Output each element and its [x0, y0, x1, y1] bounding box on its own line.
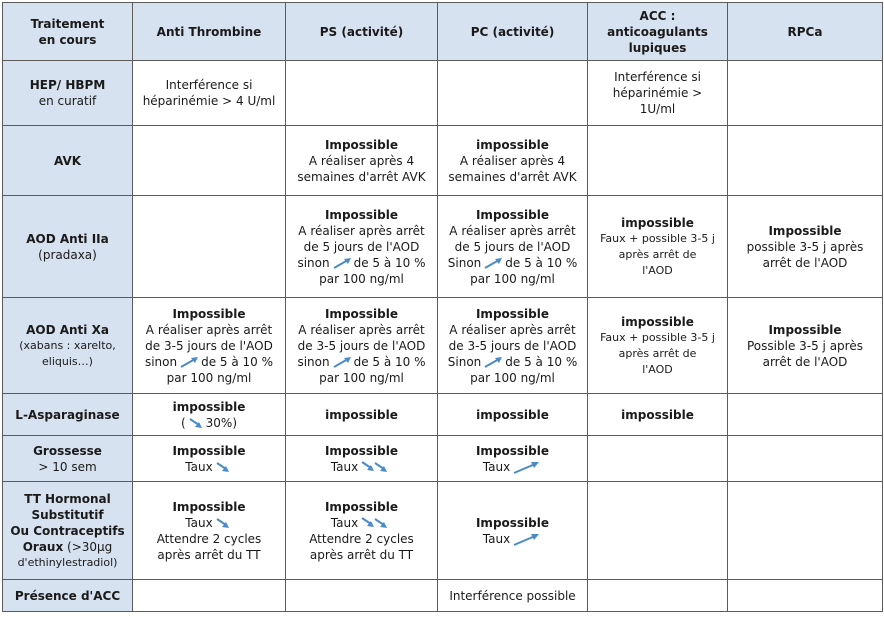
arrow-up-icon — [483, 257, 503, 269]
cell-hep-ps — [286, 61, 438, 126]
cell-lasp-pc: impossible — [438, 394, 588, 436]
arrow-up-icon — [332, 257, 352, 269]
header-pc: PC (activité) — [438, 3, 588, 61]
cell-tt-acc — [588, 482, 728, 580]
cell-avk-pc: impossible A réaliser après 4 semaines d'arrêt AVK — [438, 126, 588, 196]
cell-lasp-at: impossible ( 30%) — [133, 394, 286, 436]
cell-aod2-at — [133, 196, 286, 298]
cell-gross-at: Impossible Taux — [133, 436, 286, 482]
cell-gross-acc — [588, 436, 728, 482]
cell-lasp-rpca — [728, 394, 883, 436]
header-acc: ACC : anticoagulants lupiques — [588, 3, 728, 61]
rowhead-hep: HEP/ HBPM en curatif — [3, 61, 133, 126]
cell-tt-rpca — [728, 482, 883, 580]
cell-aodxa-pc: Impossible A réaliser après arrêt de 3-5 jours de l'AOD Sinon de 5 à 10 % par 100 ng/ml — [438, 298, 588, 394]
cell-acc-rpca — [728, 580, 883, 612]
cell-lasp-acc: impossible — [588, 394, 728, 436]
arrow-down-icon — [215, 517, 231, 529]
cell-hep-pc — [438, 61, 588, 126]
arrow-up-icon — [179, 356, 199, 368]
row-hep — [3, 61, 883, 126]
cell-avk-ps: Impossible A réaliser après 4 semaines d'arrêt AVK — [286, 126, 438, 196]
rowhead-aod-anti-xa: AOD Anti Xa (xabans : xarelto, eliquis…) — [3, 298, 133, 394]
cell-aod2-rpca: Impossible possible 3-5 j après arrêt de l'AOD — [728, 196, 883, 298]
cell-lasp-ps: impossible — [286, 394, 438, 436]
cell-gross-pc: Impossible Taux — [438, 436, 588, 482]
header-treatment: Traitement en cours — [3, 3, 133, 61]
cell-acc-acc — [588, 580, 728, 612]
cell-acc-pc: Interférence possible — [438, 580, 588, 612]
header-row — [3, 3, 883, 61]
cell-hep-rpca — [728, 61, 883, 126]
cell-avk-rpca — [728, 126, 883, 196]
arrow-down-icon — [215, 461, 231, 473]
cell-avk-at — [133, 126, 286, 196]
arrow-up-icon — [332, 356, 352, 368]
coagulation-interference-table — [2, 2, 883, 612]
cell-gross-rpca — [728, 436, 883, 482]
cell-aod2-acc: impossible Faux + possible 3-5 j après arrêt de l'AOD — [588, 196, 728, 298]
rowhead-tt-hormonal: TT Hormonal Substitutif Ou Contraceptifs Oraux (>30µg d'ethinylestradiol) — [3, 482, 133, 580]
arrow-up-icon — [512, 460, 540, 474]
header-rpca: RPCa — [728, 3, 883, 61]
cell-hep-acc: Interférence si héparinémie > 1U/ml — [588, 61, 728, 126]
row-l-asparaginase — [3, 394, 883, 436]
row-presence-acc — [3, 580, 883, 612]
row-aod-anti-xa — [3, 298, 883, 394]
cell-aod2-ps: Impossible A réaliser après arrêt de 5 jours de l'AOD sinon de 5 à 10 % par 100 ng/ml — [286, 196, 438, 298]
cell-avk-acc — [588, 126, 728, 196]
cell-tt-pc: Impossible Taux — [438, 482, 588, 580]
cell-acc-ps — [286, 580, 438, 612]
cell-aodxa-at: Impossible A réaliser après arrêt de 3-5 jours de l'AOD sinon de 5 à 10 % par 100 ng/ml — [133, 298, 286, 394]
header-ps: PS (activité) — [286, 3, 438, 61]
rowhead-presence-acc: Présence d'ACC — [3, 580, 133, 612]
arrow-down-icon — [188, 417, 204, 429]
rowhead-grossesse: Grossesse > 10 sem — [3, 436, 133, 482]
cell-hep-at: Interférence si héparinémie > 4 U/ml — [133, 61, 286, 126]
arrow-up-icon — [483, 356, 503, 368]
rowhead-l-asparaginase: L-Asparaginase — [3, 394, 133, 436]
cell-gross-ps: Impossible Taux — [286, 436, 438, 482]
row-tt-hormonal — [3, 482, 883, 580]
header-anti-thrombine: Anti Thrombine — [133, 3, 286, 61]
cell-acc-at — [133, 580, 286, 612]
cell-tt-at: Impossible Taux Attendre 2 cycles après arrêt du TT — [133, 482, 286, 580]
cell-aod2-pc: Impossible A réaliser après arrêt de 5 jours de l'AOD Sinon de 5 à 10 % par 100 ng/ml — [438, 196, 588, 298]
row-aod-anti-iia — [3, 196, 883, 298]
row-avk — [3, 126, 883, 196]
rowhead-aod-anti-iia: AOD Anti IIa (pradaxa) — [3, 196, 133, 298]
row-grossesse — [3, 436, 883, 482]
cell-aodxa-acc: impossible Faux + possible 3-5 j après arrêt de l'AOD — [588, 298, 728, 394]
arrow-up-icon — [512, 532, 540, 546]
cell-aodxa-ps: Impossible A réaliser après arrêt de 3-5 jours de l'AOD sinon de 5 à 10 % par 100 ng/ml — [286, 298, 438, 394]
cell-aodxa-rpca: Impossible Possible 3-5 j après arrêt de l'AOD — [728, 298, 883, 394]
double-arrow-down-icon — [360, 516, 390, 530]
cell-tt-ps: Impossible Taux Attendre 2 cycles après arrêt du TT — [286, 482, 438, 580]
rowhead-avk: AVK — [3, 126, 133, 196]
double-arrow-down-icon — [360, 460, 390, 474]
